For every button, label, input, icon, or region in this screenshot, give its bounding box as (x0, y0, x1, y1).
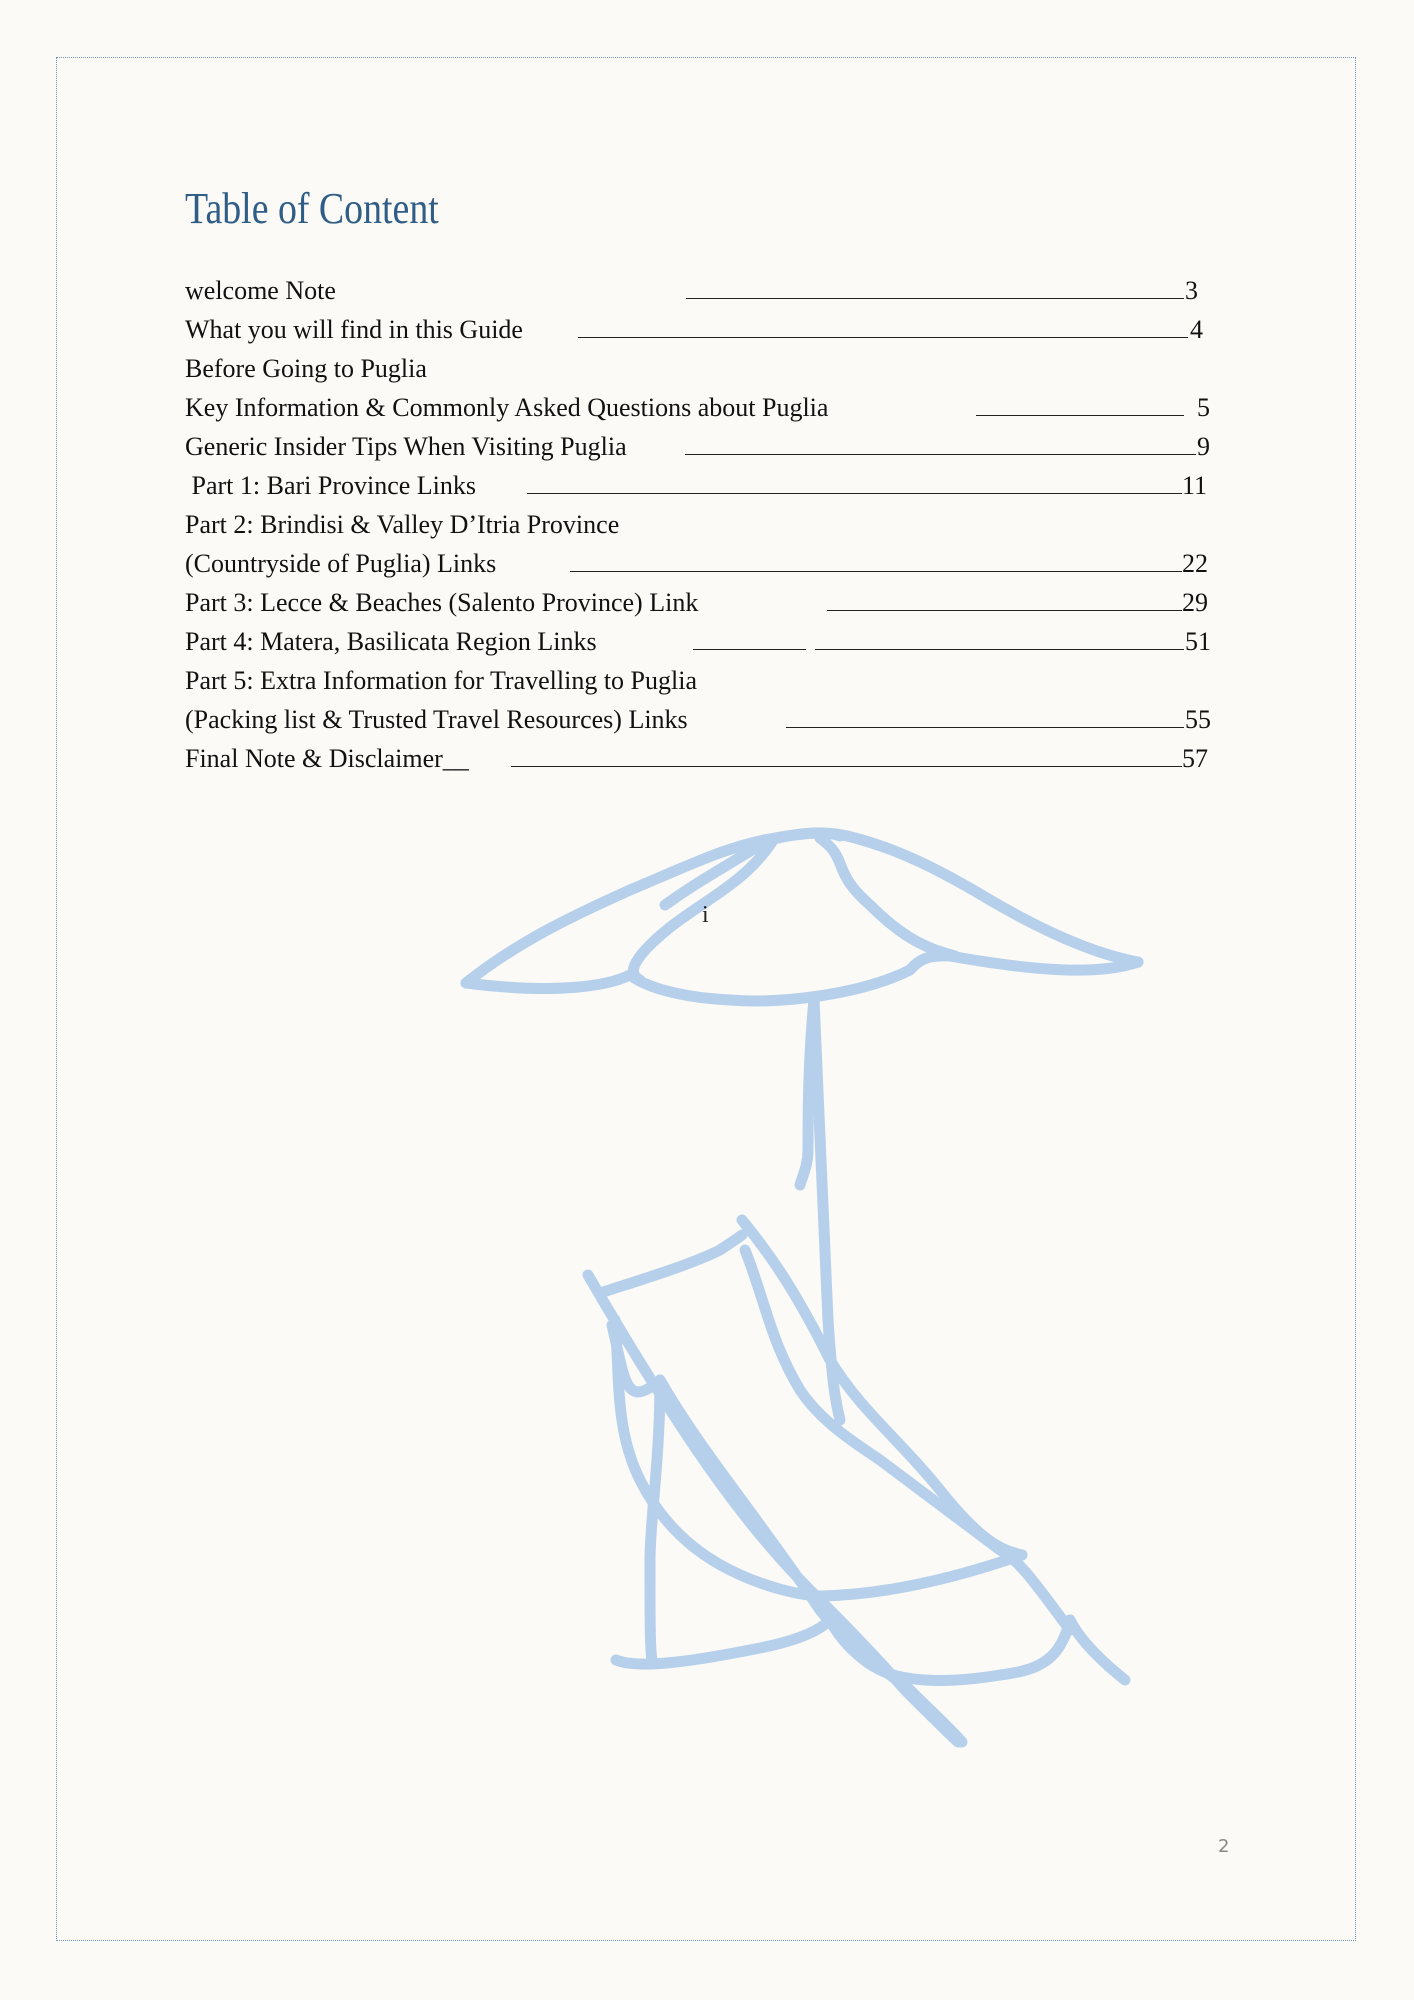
toc-entry-page: 5 (1197, 393, 1210, 422)
toc-entry-label: (Countryside of Puglia) Links (185, 549, 497, 578)
toc-entry-page: 11 (1182, 471, 1208, 500)
umbrella-canopy-scallop (466, 975, 630, 988)
toc-entry-page: 3 (1185, 276, 1198, 305)
page-title: Table of Content (185, 184, 439, 233)
toc-entry-label: Before Going to Puglia (185, 354, 427, 383)
toc-entry-label: Part 1: Bari Province Links (185, 471, 477, 500)
toc-entry-page: 55 (1185, 705, 1211, 734)
umbrella-rib-right (820, 838, 955, 956)
toc-entry-label: Part 5: Extra Information for Travelling to Puglia (185, 666, 697, 695)
umbrella-canopy-top (770, 833, 1138, 962)
stray-text-mark: i (702, 902, 709, 928)
toc-entry-page: 22 (1182, 549, 1208, 578)
toc-entry-page: 29 (1182, 588, 1208, 617)
toc-entry-label: Key Information & Commonly Asked Questions about Puglia (185, 393, 829, 422)
chair-front-frame (1070, 1620, 1125, 1680)
chair-seat (820, 1555, 1022, 1596)
toc-entry-page: 4 (1190, 315, 1203, 344)
toc-entry-label: Generic Insider Tips When Visiting Puglia (185, 432, 627, 461)
toc-entry-page: 51 (1185, 627, 1211, 656)
toc-entry-label: Part 4: Matera, Basilicata Region Links (185, 627, 597, 656)
umbrella-canopy-edge (630, 956, 1138, 1001)
toc-entry-label: Final Note & Disclaimer__ (185, 744, 469, 773)
toc-entry-label: Part 3: Lecce & Beaches (Salento Province) Link (185, 588, 699, 617)
chair-back-top (600, 1235, 742, 1293)
toc-entry-page: 57 (1182, 744, 1208, 773)
toc-entry-label: (Packing list & Trusted Travel Resources) Links (185, 705, 688, 734)
toc-entry-label: What you will find in this Guide (185, 315, 523, 344)
umbrella-canopy-outline (466, 833, 840, 983)
toc-entry-label: welcome Note (185, 276, 336, 305)
toc-entry-label: Part 2: Brindisi & Valley D’Itria Province (185, 510, 620, 539)
chair-back-right (742, 1220, 1022, 1555)
page-number: 2 (1218, 1836, 1230, 1857)
toc-entry-page: 9 (1197, 432, 1210, 461)
